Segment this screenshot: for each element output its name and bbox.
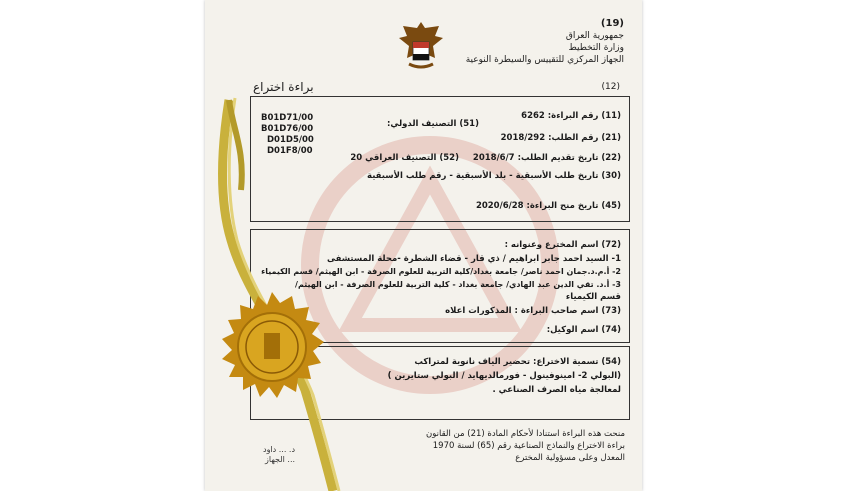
- header-republic: جمهورية العراق: [565, 31, 624, 41]
- footer-line-1: منحت هذه البراءة استنادا لأحكام المادة (21) من القانون: [425, 429, 625, 439]
- signature-title: ... الجهاز: [265, 455, 296, 464]
- agent-name: (74) اسم الوكيل:: [546, 325, 621, 335]
- header-ministry: وزارة التخطيط: [568, 43, 624, 53]
- patent-number: (11) رقم البراءة: 6262: [521, 111, 621, 121]
- legal-footer: [355, 428, 625, 464]
- document-title: براءة اختراع: [253, 80, 314, 94]
- intl-class-item: D01F8/00: [267, 146, 313, 156]
- gold-seal: [205, 290, 340, 405]
- signature-name: د. ... داود: [263, 445, 296, 454]
- priority-info: (30) تاريخ طلب الأسبقية - بلد الأسبقية - رقم طلب الأسبقية: [367, 171, 621, 181]
- intl-class-label: (51) التصنيف الدولي:: [386, 119, 479, 129]
- invention-title-line-1: (54) تسمية الاختراع: تحضير الياف نانوية لمتراكب: [414, 357, 621, 367]
- inventor-3-dept: قسم الكيمياء: [565, 292, 621, 302]
- inventor-1: 1- السيد احمد جابر ابراهيم / ذي قار - قضاء الشطرة -محلة المستشفى: [327, 254, 621, 264]
- inventor-2: 2- أ.م.د.جمان احمد ناصر/ جامعة بغداد/كلية التربية للعلوم الصرفة - ابن الهيثم/ قسم الكيمياء: [261, 267, 621, 276]
- header-code-19: (19): [600, 18, 624, 29]
- iraq-eagle-emblem: [395, 18, 447, 74]
- code-12: (12): [601, 82, 620, 92]
- application-number: (21) رقم الطلب: 2018/292: [500, 133, 621, 143]
- invention-title-line-3: لمعالجة مياه الصرف الصناعي .: [492, 385, 621, 395]
- patent-owner: (73) اسم صاحب البراءة : المذكورات اعلاه: [445, 306, 621, 316]
- invention-title-line-2: (البولي 2- امينوفينول - فورمالديهايد / البولي ستايرين ): [387, 371, 621, 381]
- intl-class-item: B01D76/00: [261, 124, 314, 134]
- filing-date: (22) تاريخ تقديم الطلب: 2018/6/7: [472, 153, 621, 163]
- footer-line-3: المعدل وعلى مسؤولية المخترع: [515, 453, 625, 463]
- inventors-label: (72) اسم المخترع وعنوانه :: [504, 240, 621, 250]
- inventor-3: 3- أ.د. تقي الدين عبد الهادي/ جامعة بغداد - كلية التربية للعلوم الصرفة - ابن الهيثم/: [295, 280, 621, 289]
- header-agency: الجهاز المركزي للتقييس والسيطرة النوعية: [465, 55, 624, 65]
- intl-class-item: B01D71/00: [261, 113, 314, 123]
- grant-date: (45) تاريخ منح البراءة: 2020/6/28: [475, 201, 621, 211]
- issuer-header: [466, 18, 624, 66]
- intl-class-item: D01D5/00: [267, 135, 314, 145]
- iraqi-class: (52) التصنيف العراقي 20: [350, 153, 459, 163]
- footer-line-2: براءة الاختراع والنماذج الصناعية رقم (65) لسنة 1970: [432, 441, 625, 451]
